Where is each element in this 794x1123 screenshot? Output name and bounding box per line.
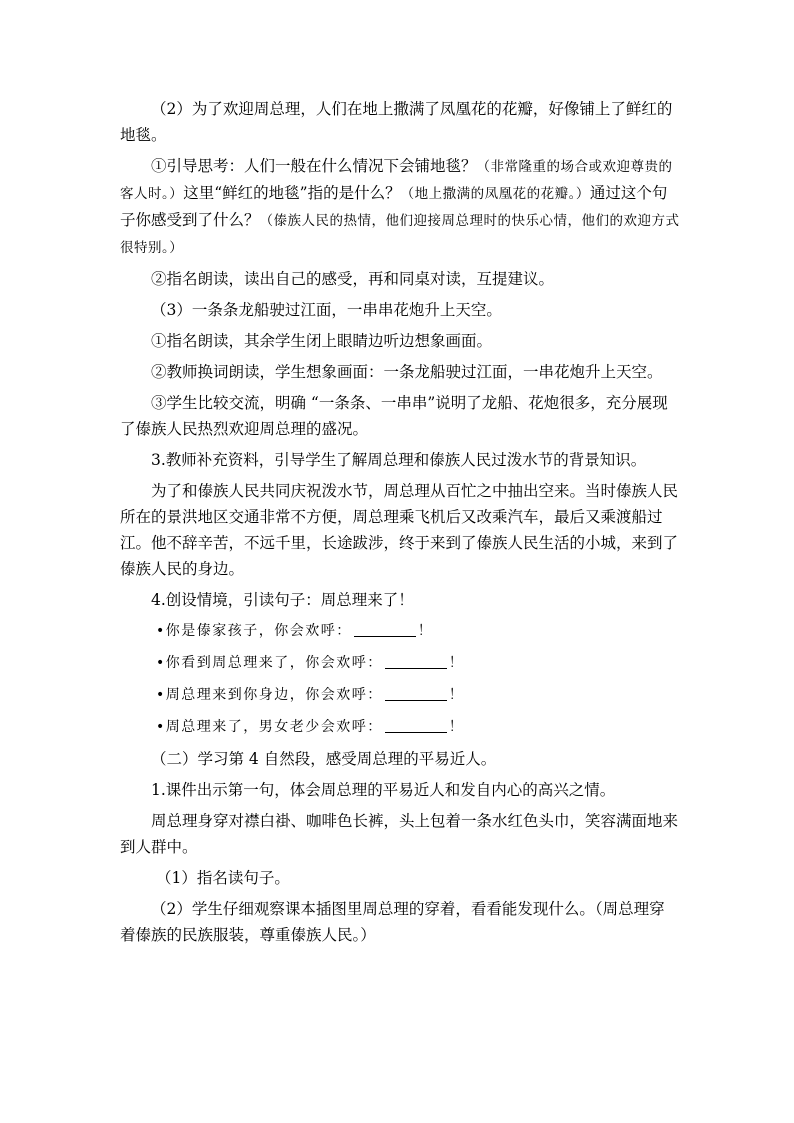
fill-blank: [385, 716, 447, 733]
bullet-end: ！: [448, 687, 465, 703]
paragraph-1: （2）为了欢迎周总理，人们在地上撒满了凤凰花的花瓣，好像铺上了鲜红的地毯。: [120, 100, 673, 144]
bullet-item-2: [120, 650, 680, 676]
bullet-end: ！: [448, 719, 465, 735]
paragraph-3: ②指名朗读，读出自己的感受，再和同桌对读，互提建议。: [151, 270, 555, 288]
paragraph-5: ①指名朗读，其余学生闭上眼睛边听边想象画面。: [151, 332, 493, 350]
bullet-text: •周总理来到你身边，你会欢呼：: [156, 687, 383, 703]
bullet-item-1: [120, 618, 680, 644]
paragraph-15: （2）学生仔细观察课本插图里周总理的穿着，看看能发现什么。（周总理穿着傣族的民族服装，尊重傣族人民。）: [120, 900, 665, 944]
paragraph-4: （3）一条条龙船驶过江面，一串串花炮升上天空。: [151, 301, 502, 319]
paragraph-2: [120, 153, 680, 261]
bullet-end: ！: [417, 623, 434, 639]
bullet-item-4: [120, 714, 680, 740]
paragraph-6: ②教师换词朗读，学生想象画面：一条龙船驶过江面，一串花炮升上天空。: [151, 363, 663, 381]
fill-blank: [354, 620, 416, 637]
paragraph-9: 为了和傣族人民共同庆祝泼水节，周总理从百忙之中抽出空来。当时傣族人民所在的景洪地区交通非常不方便，周总理乘飞机后又改乘汽车，最后又乘渡船过江。他不辞辛苦，不远千里，长途跋涉，终于来到了傣族人民生活的小城，来到了傣族人民的身边。: [120, 482, 679, 578]
paragraph-8: 3.教师补充资料，引导学生了解周总理和傣族人民过泼水节的背景知识。: [151, 451, 647, 469]
bullet-item-3: [120, 682, 680, 708]
fill-blank: [385, 684, 447, 701]
bullet-text: •你看到周总理来了，你会欢呼：: [156, 655, 383, 671]
question-2: 这里“鲜红的地毯”指的是什么？: [183, 184, 401, 202]
paragraph-11: （二）学习第 4 自然段，感受周总理的平易近人。: [151, 750, 497, 768]
answer-note-3: （傣族人民的热情，他们迎接周总理时的快乐心情，他们的欢迎方式很特别。）: [120, 213, 680, 256]
document-page: [120, 96, 680, 953]
fill-blank: [385, 652, 447, 669]
bullet-end: ！: [448, 655, 465, 671]
question-1: ①引导思考：人们一般在什么情况下会铺地毯？: [151, 157, 477, 175]
answer-note-2: （地上撒满的凤凰花的花瓣。）: [400, 186, 590, 202]
answer-note-1: （非常隆重的场合或欢迎尊贵的客人时。）: [120, 159, 673, 202]
paragraph-10: 4.创设情境，引读句子：周总理来了！: [151, 591, 414, 609]
paragraph-13: 周总理身穿对襟白褂、咖啡色长裤，头上包着一条水红色头巾，笑容满面地来到人群中。: [120, 812, 679, 856]
bullet-text: •你是傣家孩子，你会欢呼：: [156, 623, 352, 639]
question-3: 通过这个句子你感受到了什么？: [120, 184, 668, 229]
paragraph-12: 1.课件出示第一句，体会周总理的平易近人和发自内心的高兴之情。: [151, 781, 616, 799]
paragraph-14: （1）指名读句子。: [156, 869, 290, 887]
paragraph-7: ③学生比较交流，明确 “一条条、一串串”说明了龙船、花炮很多，充分展现了傣族人民热烈欢迎周总理的盛况。: [120, 394, 668, 438]
bullet-text: •周总理来了，男女老少会欢呼：: [156, 719, 383, 735]
